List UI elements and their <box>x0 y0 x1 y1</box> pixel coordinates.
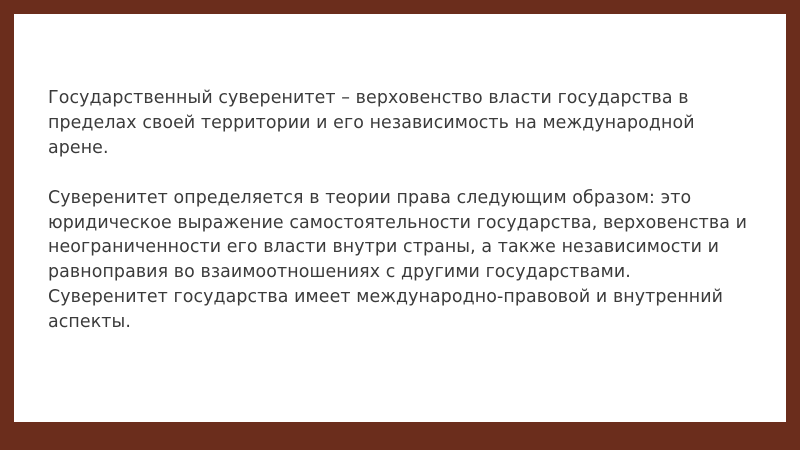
content-card <box>14 14 786 422</box>
paragraph-theory: Суверенитет определяется в теории права следующим образом: это юридическое выражение самостоятельности государства, верховенства и неограниченности его власти внутри страны, а также независимости и равноправия во взаимоотношениях с другими государствами. Суверенитет государства имеет международно-правовой и внутренний аспекты. <box>48 187 748 333</box>
paragraph-definition: Государственный суверенитет – верховенство власти государства в пределах своей территории и его независимость на международной арене. <box>48 88 695 158</box>
slide-text-body <box>34 86 764 335</box>
